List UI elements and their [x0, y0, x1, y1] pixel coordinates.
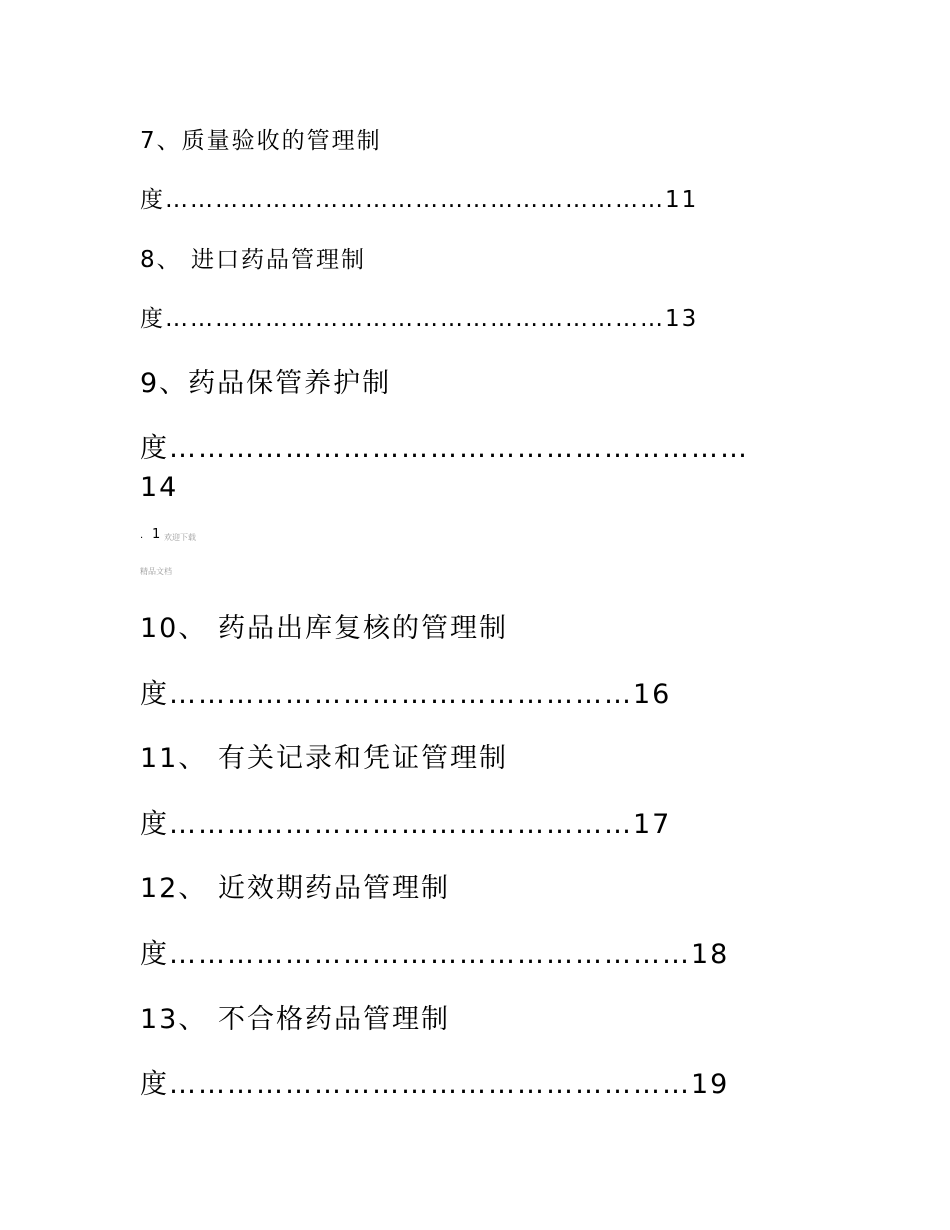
toc-entry-8-leader: 度……………………………………………………13: [140, 306, 699, 332]
toc-entry-13-title: 13、 不合格药品管理制: [140, 1004, 450, 1035]
toc-entry-9-title: 9、药品保管养护制: [140, 368, 392, 399]
footer-page-number: 1: [152, 527, 161, 542]
toc-entry-9-page: 14: [140, 472, 179, 503]
toc-entry-13-leader: 度………………………………………………19: [140, 1069, 730, 1100]
toc-entry-7-title: 7、质量验收的管理制: [140, 128, 382, 154]
toc-entry-11-leader: 度…………………………………………17: [140, 809, 672, 840]
footer-watermark: 精品文档: [140, 567, 172, 576]
toc-entry-12-title: 12、 近效期药品管理制: [140, 873, 450, 904]
footer-download-note: 欢迎下载: [164, 533, 196, 542]
toc-entry-10-leader: 度…………………………………………16: [140, 679, 672, 710]
toc-entry-10-title: 10、 药品出库复核的管理制: [140, 613, 508, 644]
toc-entry-12-leader: 度………………………………………………18: [140, 939, 730, 970]
toc-entry-9-leader: 度……………………………………………………: [140, 433, 749, 464]
toc-entry-7-leader: 度……………………………………………………11: [140, 187, 699, 213]
footer-dot: .: [140, 530, 144, 541]
toc-entry-8-title: 8、 进口药品管理制: [140, 247, 366, 273]
toc-entry-11-title: 11、 有关记录和凭证管理制: [140, 743, 508, 774]
